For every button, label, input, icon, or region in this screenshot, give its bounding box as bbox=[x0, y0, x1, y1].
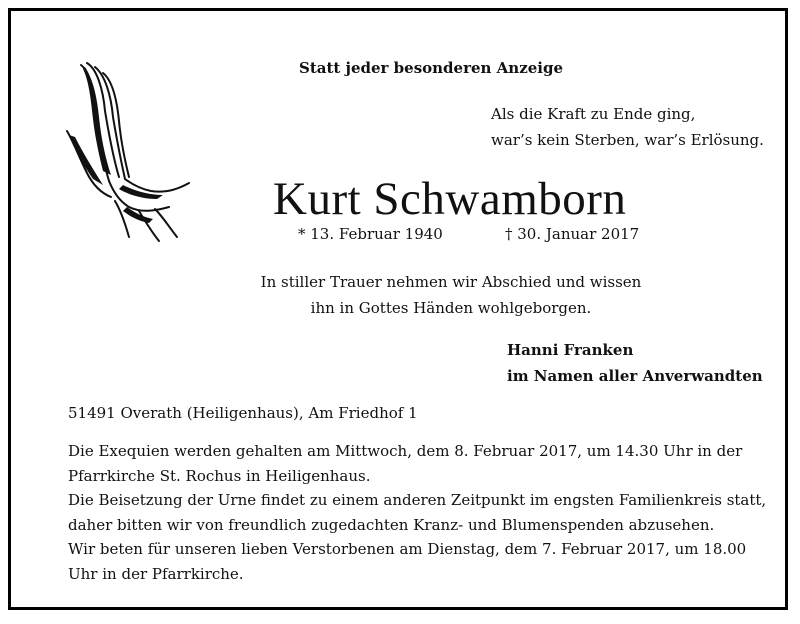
birth-date: * 13. Februar 1940 bbox=[298, 225, 443, 243]
headline: Statt jeder besonderen Anzeige bbox=[298, 59, 564, 77]
details-line: Uhr in der Pfarrkirche. bbox=[68, 564, 244, 583]
mourning-line: In stiller Trauer nehmen wir Abschied und wissen bbox=[260, 273, 642, 291]
poem-line: Als die Kraft zu Ende ging, bbox=[491, 105, 696, 123]
signer-line: im Namen aller Anverwandten bbox=[507, 367, 763, 385]
details-line: Wir beten für unseren lieben Verstorbenen am Dienstag, dem 7. Februar 2017, um 18.00 bbox=[68, 540, 747, 558]
details-line: Die Beisetzung der Urne findet zu einem anderen Zeitpunkt im engsten Familienkreis statt, bbox=[68, 491, 767, 509]
signers bbox=[507, 337, 763, 389]
deceased-name: Kurt Schwamborn bbox=[273, 173, 627, 225]
mourning-line: ihn in Gottes Händen wohlgeborgen. bbox=[310, 299, 592, 317]
mourning-text bbox=[251, 269, 651, 321]
praying-hands-icon bbox=[59, 61, 199, 246]
details-line: Die Exequien werden gehalten am Mittwoch, dem 8. Februar 2017, um 14.30 Uhr in der bbox=[68, 442, 743, 460]
service-details bbox=[68, 439, 767, 586]
details-line: Pfarrkirche St. Rochus in Heiligenhaus. bbox=[68, 466, 371, 485]
notice-frame bbox=[8, 8, 788, 610]
poem bbox=[491, 101, 764, 153]
death-date: † 30. Januar 2017 bbox=[505, 225, 640, 243]
poem-line: war’s kein Sterben, war’s Erlösung. bbox=[491, 131, 764, 149]
signer-line: Hanni Franken bbox=[507, 341, 634, 359]
address: 51491 Overath (Heiligenhaus), Am Friedhof 1 bbox=[68, 404, 418, 422]
details-line: daher bitten wir von freundlich zugedachten Kranz- und Blumenspenden abzusehen. bbox=[68, 515, 715, 534]
